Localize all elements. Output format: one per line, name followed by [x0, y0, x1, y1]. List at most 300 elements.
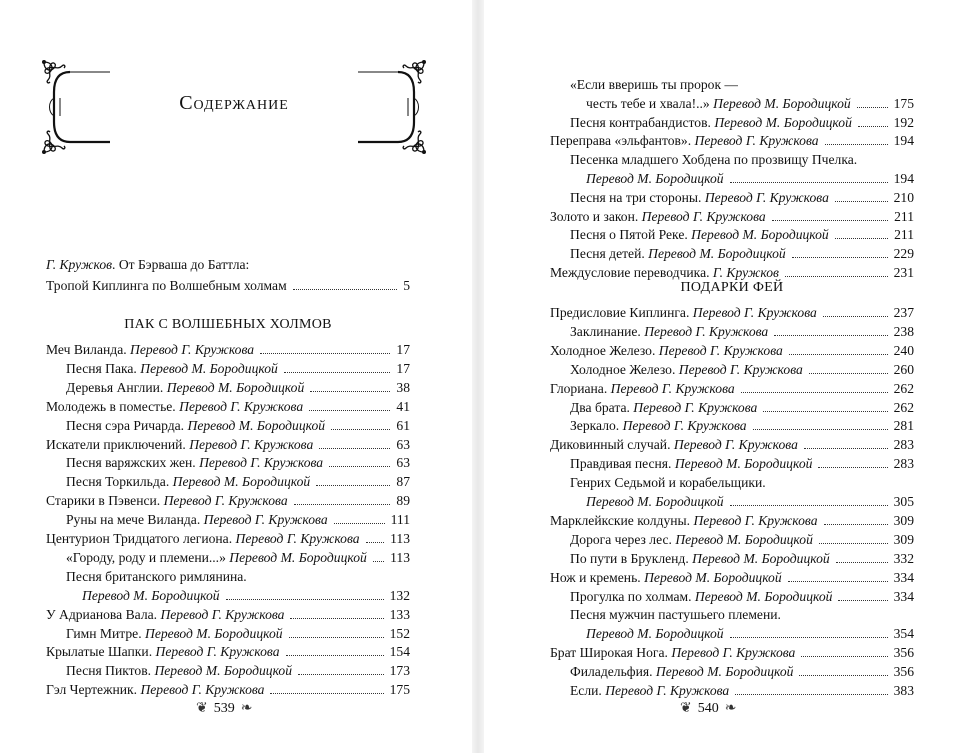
entry-title: Молодежь в поместье. — [46, 398, 176, 414]
entry-title: Филадельфия. — [570, 664, 653, 680]
page-number: 192 — [893, 114, 914, 130]
entry-title: Нож и кремень. — [550, 569, 641, 585]
page-number: 211 — [894, 208, 914, 224]
toc-entry — [570, 605, 914, 625]
entry-translator: Перевод Г. Кружкова — [693, 512, 818, 528]
dot-leader — [772, 220, 888, 221]
entry-translator: Перевод Г. Кружкова — [673, 437, 798, 453]
entry-translator: Перевод М. Бородицкой — [675, 531, 813, 547]
page-folio-right — [680, 700, 736, 717]
entry-title: У Адрианова Вала. — [46, 606, 158, 622]
toc-entry — [46, 605, 410, 625]
entry-translator: Перевод М. Бородицкой — [166, 379, 305, 395]
entry-text — [46, 642, 280, 662]
entry-text — [550, 511, 818, 531]
page-number: 309 — [893, 531, 914, 547]
entry-title: Два брата. — [570, 399, 630, 415]
entry-text — [66, 624, 283, 644]
entry-text — [570, 473, 766, 493]
entry-text — [570, 454, 812, 474]
page-number: 111 — [390, 512, 410, 528]
entry-text — [570, 150, 857, 170]
book-gutter — [472, 0, 484, 753]
toc-entry — [586, 94, 914, 114]
entry-text — [66, 567, 247, 587]
entry-title: Холодное Железо. — [570, 361, 676, 377]
entry-title: Старики в Пэвенси. — [46, 493, 161, 509]
entry-text — [550, 207, 766, 227]
entry-text — [570, 398, 757, 418]
entry-translator: Перевод М. Бородицкой — [586, 626, 724, 642]
dot-leader — [804, 448, 888, 449]
page-number: 17 — [396, 342, 410, 357]
page-number: 383 — [893, 683, 914, 698]
entry-translator: Перевод М. Бородицкой — [674, 456, 813, 472]
entry-text — [550, 568, 782, 588]
entry-translator: Перевод Г. Кружкова — [179, 398, 304, 414]
entry-translator: Г. Кружков — [712, 265, 779, 280]
entry-translator: Перевод М. Бородицкой — [714, 114, 852, 130]
entry-translator: Перевод М. Бородицкой — [229, 549, 367, 565]
dot-leader — [818, 467, 887, 468]
entry-title: Золото и закон. — [550, 208, 639, 224]
toc-entry — [570, 75, 914, 95]
page-number: 5 — [403, 278, 410, 293]
entry-text — [586, 492, 724, 512]
toc-entry — [570, 416, 914, 436]
entry-title: Прогулка по холмам. — [570, 588, 692, 604]
page-number: 41 — [396, 398, 410, 414]
page-number: 281 — [893, 418, 914, 434]
entry-title: Гэл Чертежник. — [46, 682, 138, 698]
entry-translator: Перевод М. Бородицкой — [713, 95, 851, 111]
page-number: 240 — [893, 342, 914, 358]
entry-text — [570, 113, 852, 133]
entry-translator: Перевод Г. Кружкова — [641, 208, 766, 224]
ornament-frame-right — [356, 58, 428, 156]
entry-text — [46, 491, 288, 511]
page-number: 113 — [390, 531, 410, 546]
toc-entry — [550, 379, 914, 399]
toc-entry — [46, 491, 410, 511]
intro-author: Г. Кружков — [46, 257, 113, 272]
entry-text — [586, 94, 851, 114]
page-number: 154 — [389, 644, 410, 660]
entry-text — [570, 322, 768, 342]
entry-text — [570, 605, 781, 625]
entry-title: Дорога через лес. — [570, 531, 672, 547]
entry-title: Предисловие Киплинга. — [550, 305, 690, 320]
page-number: 283 — [893, 437, 914, 453]
entry-translator: Перевод Г. Кружкова — [694, 133, 819, 149]
dot-leader — [785, 276, 888, 277]
entry-title: Песня о Пятой Реке. — [570, 227, 688, 243]
entry-title: Песенка младшего Хобдена по прозвищу Пчелка. — [570, 152, 858, 168]
dot-leader — [309, 410, 390, 411]
entry-title: Переправа «эльфантов». — [550, 133, 692, 149]
entry-text — [66, 453, 323, 473]
dot-leader — [294, 504, 391, 505]
entry-translator: Перевод Г. Кружкова — [610, 380, 735, 396]
dot-leader — [809, 373, 888, 374]
entry-translator: Перевод М. Бородицкой — [154, 663, 293, 679]
toc-entry — [66, 378, 410, 398]
page-number: 17 — [396, 360, 410, 376]
entry-text — [46, 680, 264, 700]
dot-leader — [835, 201, 888, 202]
toc-entry — [66, 567, 410, 587]
dot-leader — [226, 599, 384, 600]
page-number: 283 — [893, 456, 914, 472]
page-number: 262 — [893, 399, 914, 415]
entry-text — [550, 341, 783, 361]
page-number: 38 — [396, 379, 410, 395]
page-number: 194 — [893, 171, 914, 186]
entry-translator: Перевод Г. Кружкова — [140, 682, 265, 698]
ornament-left-icon — [40, 58, 112, 156]
entry-text — [570, 244, 786, 264]
toc-entry — [550, 643, 914, 663]
toc-entry — [46, 435, 410, 455]
entry-translator: Перевод Г. Кружкова — [155, 644, 280, 660]
entry-title: Центурион Тридцатого легиона. — [46, 531, 233, 546]
toc-entry — [66, 472, 410, 492]
entry-title: «Городу, роду и племени...» — [66, 549, 226, 565]
entry-text — [66, 472, 310, 492]
entry-translator: Перевод Г. Кружкова — [644, 323, 769, 339]
toc-entry — [550, 511, 914, 531]
entry-text — [570, 416, 747, 436]
dot-leader — [824, 524, 888, 525]
dot-leader — [730, 505, 888, 506]
toc-entry — [570, 113, 914, 133]
dot-leader — [298, 674, 384, 675]
dot-leader — [366, 542, 385, 543]
section-heading-puck: ПАК С ВОЛШЕБНЫХ ХОЛМОВ — [124, 317, 332, 332]
toc-entry — [570, 225, 914, 245]
entry-text — [66, 359, 278, 379]
folio-ornament-icon: ❦ — [196, 701, 208, 716]
entry-text — [586, 624, 724, 644]
right-page — [484, 0, 960, 753]
entry-title: Заклинание. — [570, 323, 641, 339]
toc-entry — [550, 341, 914, 361]
dot-leader — [373, 561, 384, 562]
page-number: 89 — [396, 493, 410, 509]
toc-entry — [586, 169, 914, 189]
left-page — [0, 0, 472, 753]
entry-text — [66, 416, 325, 436]
toc-entry — [66, 510, 410, 530]
toc-entry — [66, 548, 410, 568]
entry-text — [66, 510, 328, 530]
page-number: 334 — [893, 569, 914, 585]
entry-translator: Перевод М. Бородицкой — [692, 550, 830, 566]
page-number: 237 — [893, 305, 914, 320]
entry-title: Песня контрабандистов. — [570, 114, 711, 130]
entry-title: Искатели приключений. — [46, 436, 186, 452]
entry-text — [570, 225, 829, 245]
entry-text — [46, 605, 284, 625]
entry-translator: Перевод Г. Кружкова — [633, 399, 758, 415]
intro-list — [46, 255, 410, 299]
page-number: 87 — [396, 474, 410, 490]
toc-entry — [82, 586, 410, 606]
intro-text-1: . От Бэрваша до Баттла: — [112, 257, 250, 272]
page-number: 63 — [396, 455, 410, 471]
toc-entry — [570, 454, 914, 474]
entry-title: Правдивая песня. — [570, 456, 672, 472]
entry-title: Зеркало. — [570, 418, 620, 434]
page-number: 210 — [893, 189, 914, 205]
dot-leader — [735, 694, 887, 695]
entry-text — [586, 169, 724, 189]
entry-title: Если. — [570, 683, 602, 698]
page-number: 133 — [389, 606, 410, 622]
entry-title: Песня Пиктов. — [66, 663, 152, 679]
entry-text — [570, 360, 803, 380]
dot-leader — [293, 289, 398, 290]
dot-leader — [284, 372, 391, 373]
page-number: 305 — [893, 494, 914, 509]
entry-translator: Перевод М. Бородицкой — [187, 417, 326, 433]
entry-translator: Перевод Г. Кружкова — [189, 436, 314, 452]
entry-text — [570, 188, 829, 208]
entry-translator: Перевод Г. Кружкова — [671, 645, 796, 661]
page-number: 260 — [893, 361, 914, 377]
entry-title: Песня Торкильда. — [66, 474, 170, 490]
dot-leader — [774, 335, 887, 336]
entry-translator: Перевод Г. Кружкова — [235, 531, 360, 546]
dot-leader — [763, 411, 887, 412]
entry-translator: Перевод М. Бородицкой — [648, 246, 786, 262]
entry-translator: Перевод Г. Кружкова — [160, 606, 285, 622]
toc-entry — [550, 131, 914, 151]
dot-leader — [730, 637, 888, 638]
dot-leader — [290, 618, 383, 619]
entry-title: Руны на мече Виланда. — [66, 512, 201, 528]
entry-translator: Перевод Г. Кружкова — [130, 342, 255, 357]
entry-text — [46, 529, 360, 549]
entry-translator: Перевод М. Бородицкой — [586, 494, 724, 509]
dot-leader — [858, 126, 888, 127]
entry-translator: Перевод Г. Кружкова — [199, 455, 324, 471]
toc-entry — [66, 661, 410, 681]
entry-title: «Если вверишь ты пророк — — [570, 77, 739, 92]
page-number: 238 — [893, 323, 914, 339]
entry-translator: Перевод Г. Кружкова — [704, 189, 829, 205]
dot-leader — [836, 562, 888, 563]
dot-leader — [825, 144, 888, 145]
toc-entry — [570, 398, 914, 418]
page-number: 262 — [893, 380, 914, 396]
page-number: 354 — [893, 626, 914, 642]
toc-entry — [570, 473, 914, 493]
page-number-footer: 540 — [697, 700, 719, 716]
entry-title: Песня детей. — [570, 246, 645, 262]
dot-leader — [823, 316, 888, 317]
toc-entry — [46, 680, 410, 700]
entry-title: Диковинный случай. — [550, 437, 671, 453]
entry-title: Песня сэра Ричарда. — [66, 417, 185, 433]
entry-title: Меч Виланда. — [46, 342, 127, 357]
page-number: 175 — [389, 682, 410, 698]
dot-leader — [270, 693, 383, 694]
page-number-footer: 539 — [213, 700, 235, 716]
entry-translator: Перевод М. Бородицкой — [655, 664, 794, 680]
page-number: 334 — [893, 588, 914, 604]
dot-leader — [799, 675, 887, 676]
toc-entry — [570, 188, 914, 208]
folio-ornament-icon: ❦ — [680, 701, 692, 716]
toc-entry — [586, 624, 914, 644]
entry-translator: Перевод М. Бородицкой — [82, 587, 220, 603]
entry-title: Деревья Англии. — [66, 379, 164, 395]
entry-title: Холодное Железо. — [550, 342, 656, 358]
dot-leader — [741, 392, 888, 393]
entry-title: Генрих Седьмой и корабельщики. — [570, 475, 766, 491]
dot-leader — [801, 656, 887, 657]
page-number: 229 — [893, 246, 914, 262]
toc-entry — [46, 397, 410, 417]
intro-line-1 — [46, 255, 410, 275]
toc-entry — [46, 529, 410, 549]
entry-translator: Перевод Г. Кружкова — [622, 418, 747, 434]
dot-leader — [730, 182, 888, 183]
entry-text — [46, 435, 313, 455]
toc-entry — [570, 587, 914, 607]
entry-title: Песня мужчин пастушьего племени. — [570, 607, 781, 623]
entry-text — [570, 549, 830, 569]
toc-entry — [570, 360, 914, 380]
page-number: 309 — [893, 512, 914, 528]
entry-translator: Перевод М. Бородицкой — [644, 569, 782, 585]
toc-entry — [46, 642, 410, 662]
entry-title: Гимн Митре. — [66, 625, 142, 641]
folio-ornament-icon: ❧ — [724, 701, 737, 716]
entry-translator: Перевод М. Бородицкой — [145, 625, 283, 641]
toc-entry — [570, 322, 914, 342]
entry-translator: Перевод М. Бородицкой — [691, 227, 829, 243]
entry-translator: Перевод М. Бородицкой — [586, 171, 724, 186]
entry-text — [46, 340, 254, 360]
toc-entry — [66, 416, 410, 436]
entry-translator: Перевод Г. Кружкова — [163, 493, 288, 509]
entry-translator: Перевод Г. Кружкова — [692, 305, 817, 320]
entry-title: По пути в Брукленд. — [570, 550, 689, 566]
ornament-frame-left — [40, 58, 112, 156]
toc-entry — [570, 662, 914, 682]
entry-translator: Перевод Г. Кружкова — [678, 361, 803, 377]
dot-leader — [286, 655, 384, 656]
section-heading-fairies: ПОДАРКИ ФЕЙ — [680, 280, 784, 295]
dot-leader — [792, 257, 888, 258]
page-number: 356 — [893, 645, 914, 661]
page-number: 61 — [396, 417, 410, 433]
toc-entry — [66, 453, 410, 473]
toc-entry — [46, 340, 410, 360]
entry-translator: Перевод Г. Кружкова — [203, 512, 328, 528]
toc-entry — [570, 244, 914, 264]
entry-text — [550, 435, 798, 455]
page-number: 113 — [390, 549, 410, 565]
entry-title: Глориана. — [550, 380, 608, 396]
entry-text — [570, 662, 793, 682]
page-number: 173 — [389, 663, 410, 679]
entry-title: Марклейкские колдуны. — [550, 512, 691, 528]
entry-text — [66, 661, 292, 681]
dot-leader — [310, 391, 390, 392]
entry-title: Брат Широкая Нога. — [550, 645, 668, 661]
page-number: 175 — [893, 95, 914, 111]
dot-leader — [857, 107, 888, 108]
page-number: 332 — [893, 550, 914, 566]
page-number: 132 — [389, 587, 410, 603]
page-number: 194 — [893, 133, 914, 149]
toc-entry — [550, 435, 914, 455]
entry-text — [46, 397, 303, 417]
dot-leader — [753, 429, 888, 430]
entry-text — [550, 303, 817, 323]
toc-entry — [570, 530, 914, 550]
dot-leader — [319, 448, 390, 449]
entry-title: Песня на три стороны. — [570, 189, 702, 205]
entry-title: Песня Пака. — [66, 360, 137, 376]
toc-entry — [550, 303, 914, 323]
folio-ornament-icon: ❧ — [240, 701, 253, 716]
intro-text-2: Тропой Киплинга по Волшебным холмам — [46, 278, 287, 293]
dot-leader — [289, 637, 384, 638]
toc-entry — [66, 359, 410, 379]
page-number: 211 — [894, 227, 914, 243]
toc-entry — [570, 549, 914, 569]
entry-text — [550, 643, 795, 663]
entry-text — [66, 548, 367, 568]
contents-title: Содержание — [179, 92, 289, 114]
toc-entry — [570, 681, 914, 701]
page-folio-left — [196, 700, 252, 717]
dot-leader — [838, 600, 887, 601]
dot-leader — [329, 466, 390, 467]
entry-title: честь тебе и хвала!..» — [586, 95, 710, 111]
entry-text — [570, 681, 729, 701]
entry-title: Крылатые Шапки. — [46, 644, 153, 660]
dot-leader — [819, 543, 888, 544]
entry-title: Междусловие переводчика. — [550, 265, 710, 280]
toc-entry — [570, 150, 914, 170]
dot-leader — [316, 485, 390, 486]
dot-leader — [835, 238, 888, 239]
entry-text — [550, 379, 735, 399]
entry-translator: Перевод М. Бородицкой — [140, 360, 278, 376]
entry-text — [82, 586, 220, 606]
entry-title: Песня британского римлянина. — [66, 568, 247, 584]
entry-text — [66, 378, 304, 398]
toc-entry — [550, 568, 914, 588]
toc-entry — [550, 207, 914, 227]
intro-line-2 — [46, 276, 410, 296]
dot-leader — [788, 581, 888, 582]
entry-translator: Перевод Г. Кружкова — [658, 342, 783, 358]
dot-leader — [789, 354, 888, 355]
entry-title: Песня варяжских жен. — [66, 455, 196, 471]
page-number: 356 — [893, 664, 914, 680]
entry-text — [570, 530, 813, 550]
entry-text — [570, 75, 738, 95]
entry-text — [570, 587, 832, 607]
entry-text — [550, 131, 819, 151]
dot-leader — [331, 429, 390, 430]
